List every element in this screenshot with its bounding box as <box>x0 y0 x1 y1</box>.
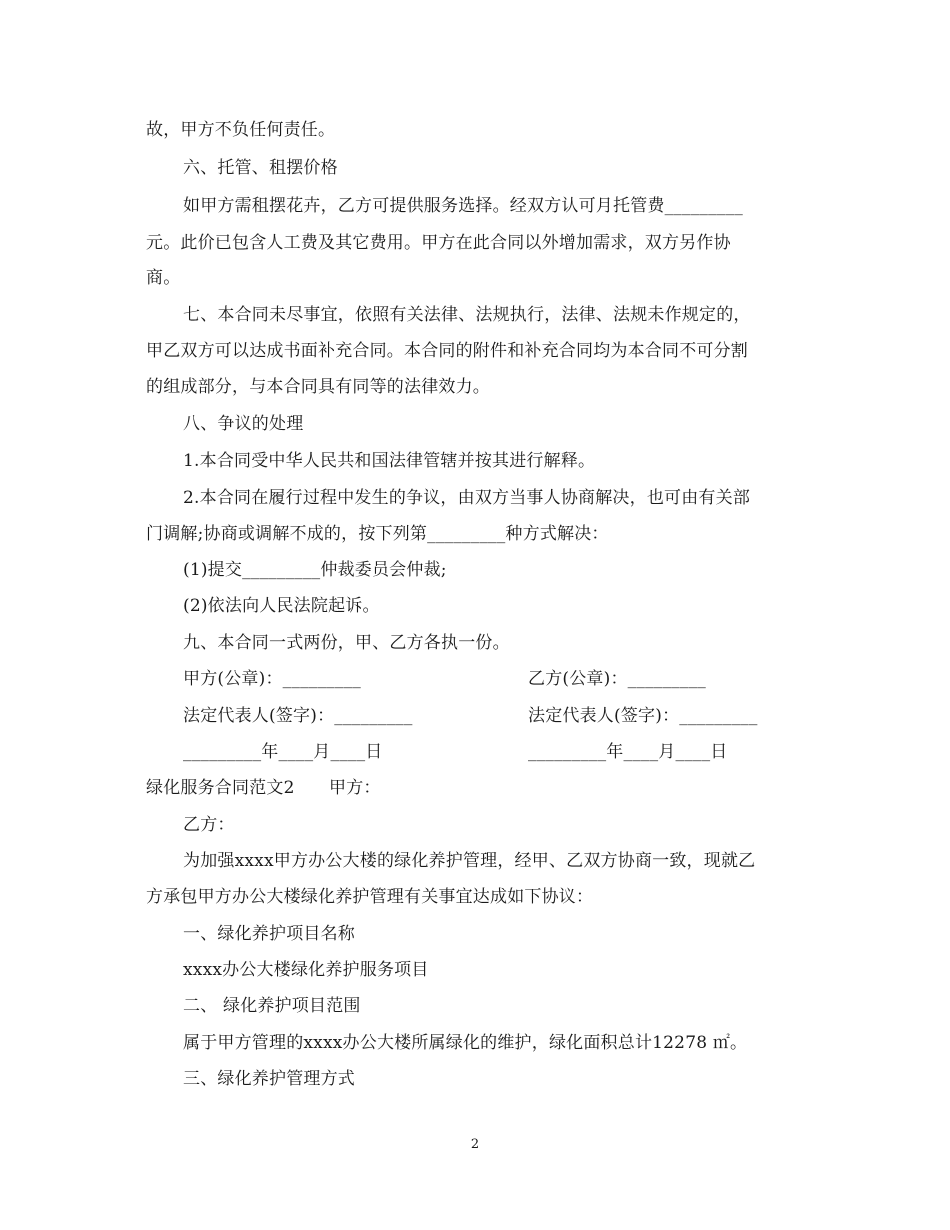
section-heading-3: 三、绿化养护管理方式 <box>183 1069 355 1089</box>
text-line: (1)提交_________仲裁委员会仲裁; <box>183 560 447 580</box>
party-a-date: _________年____月____日 <box>183 742 383 762</box>
section-heading-6: 六、托管、租摆价格 <box>183 158 338 178</box>
text-line: 2.本合同在履行过程中发生的争议，由双方当事人协商解决，也可由有关部 <box>183 488 751 508</box>
text-line: 的组成部分，与本合同具有同等的法律效力。 <box>146 377 490 397</box>
text-line: 元。此价已包含人工费及其它费用。甲方在此合同以外增加需求，双方另作协 <box>146 233 731 253</box>
text-line: 为加强xxxx甲方办公大楼的绿化养护管理，经甲、乙双方协商一致，现就乙 <box>183 851 756 871</box>
text-line: (2)依法向人民法院起诉。 <box>183 596 380 616</box>
text-line: 方承包甲方办公大楼绿化养护管理有关事宜达成如下协议： <box>146 887 594 907</box>
text-line: 门调解;协商或调解不成的，按下列第_________种方式解决： <box>146 524 609 544</box>
text-line: 如甲方需租摆花卉，乙方可提供服务选择。经双方认可月托管费_________ <box>183 196 743 216</box>
party-a-representative: 法定代表人(签字)：_________ <box>183 706 413 726</box>
party-b-seal: 乙方(公章)：_________ <box>528 669 706 689</box>
text-line: 属于甲方管理的xxxx办公大楼所属绿化的维护，绿化面积总计12278 ㎡。 <box>183 1033 748 1053</box>
party-a-seal: 甲方(公章)：_________ <box>183 669 361 689</box>
text-line: xxxx办公大楼绿化养护服务项目 <box>183 960 429 980</box>
text-line: 1.本合同受中华人民共和国法律管辖并按其进行解释。 <box>183 451 596 471</box>
party-b-representative: 法定代表人(签字)：_________ <box>528 706 758 726</box>
text-line: 乙方： <box>183 815 235 835</box>
text-line: 甲乙双方可以达成书面补充合同。本合同的附件和补充合同均为本合同不可分割 <box>146 341 748 361</box>
text-line: 七、本合同未尽事宜，依照有关法律、法规执行，法律、法规未作规定的， <box>183 305 751 325</box>
section-heading-1: 一、绿化养护项目名称 <box>183 924 355 944</box>
page-number: 2 <box>470 1137 480 1152</box>
section-heading-8: 八、争议的处理 <box>183 414 304 434</box>
text-line: 商。 <box>146 268 181 288</box>
text-line: 故，甲方不负任何责任。 <box>146 120 336 140</box>
party-b-date: _________年____月____日 <box>528 742 728 762</box>
section-heading-2: 二、 绿化养护项目范围 <box>183 996 361 1016</box>
section-heading-9: 九、本合同一式两份，甲、乙方各执一份。 <box>183 633 510 653</box>
contract-title-2: 绿化服务合同范文2 甲方： <box>146 778 381 798</box>
